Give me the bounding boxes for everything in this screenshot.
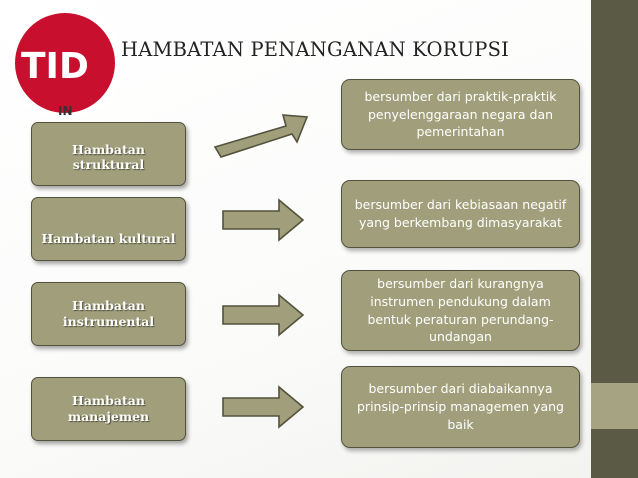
label-text: Hambatan kultural xyxy=(41,231,176,247)
label-text: Hambatan manajemen xyxy=(67,393,150,424)
label-box-kultural xyxy=(31,197,186,261)
description-text: bersumber dari diabaikannya prinsip-prinsip managemen yang baik xyxy=(357,381,564,432)
logo-text: TID xyxy=(21,46,89,87)
right-arrow-icon xyxy=(220,197,306,243)
description-text: bersumber dari praktik-praktik penyelenggaraan negara dan pemerintahan xyxy=(364,88,557,140)
side-decoration-band xyxy=(591,383,638,429)
label-box-instrumental xyxy=(31,282,186,346)
description-box-instrumental xyxy=(341,270,580,351)
label-box-struktural xyxy=(31,122,186,186)
label-text: Hambatan instrumental xyxy=(62,298,155,329)
description-text: bersumber dari kurangnya instrumen pendukung dalam bentuk peraturan perundang-undangan xyxy=(367,276,554,345)
page-title: HAMBATAN PENANGANAN KORUPSI xyxy=(121,38,510,61)
description-box-kultural xyxy=(341,180,580,248)
tidak-logo-icon xyxy=(3,3,121,118)
description-box-manajemen xyxy=(341,366,580,448)
right-arrow-icon xyxy=(211,106,311,164)
description-text: bersumber dari kebiasaan negatif yang berkembang dimasyarakat xyxy=(354,197,567,230)
description-box-struktural xyxy=(341,79,580,150)
logo-sub-text: IN xyxy=(58,104,73,118)
label-text: Hambatan struktural xyxy=(72,141,145,173)
label-box-manajemen xyxy=(31,377,186,441)
right-arrow-icon xyxy=(220,292,306,338)
right-arrow-icon xyxy=(220,384,306,430)
